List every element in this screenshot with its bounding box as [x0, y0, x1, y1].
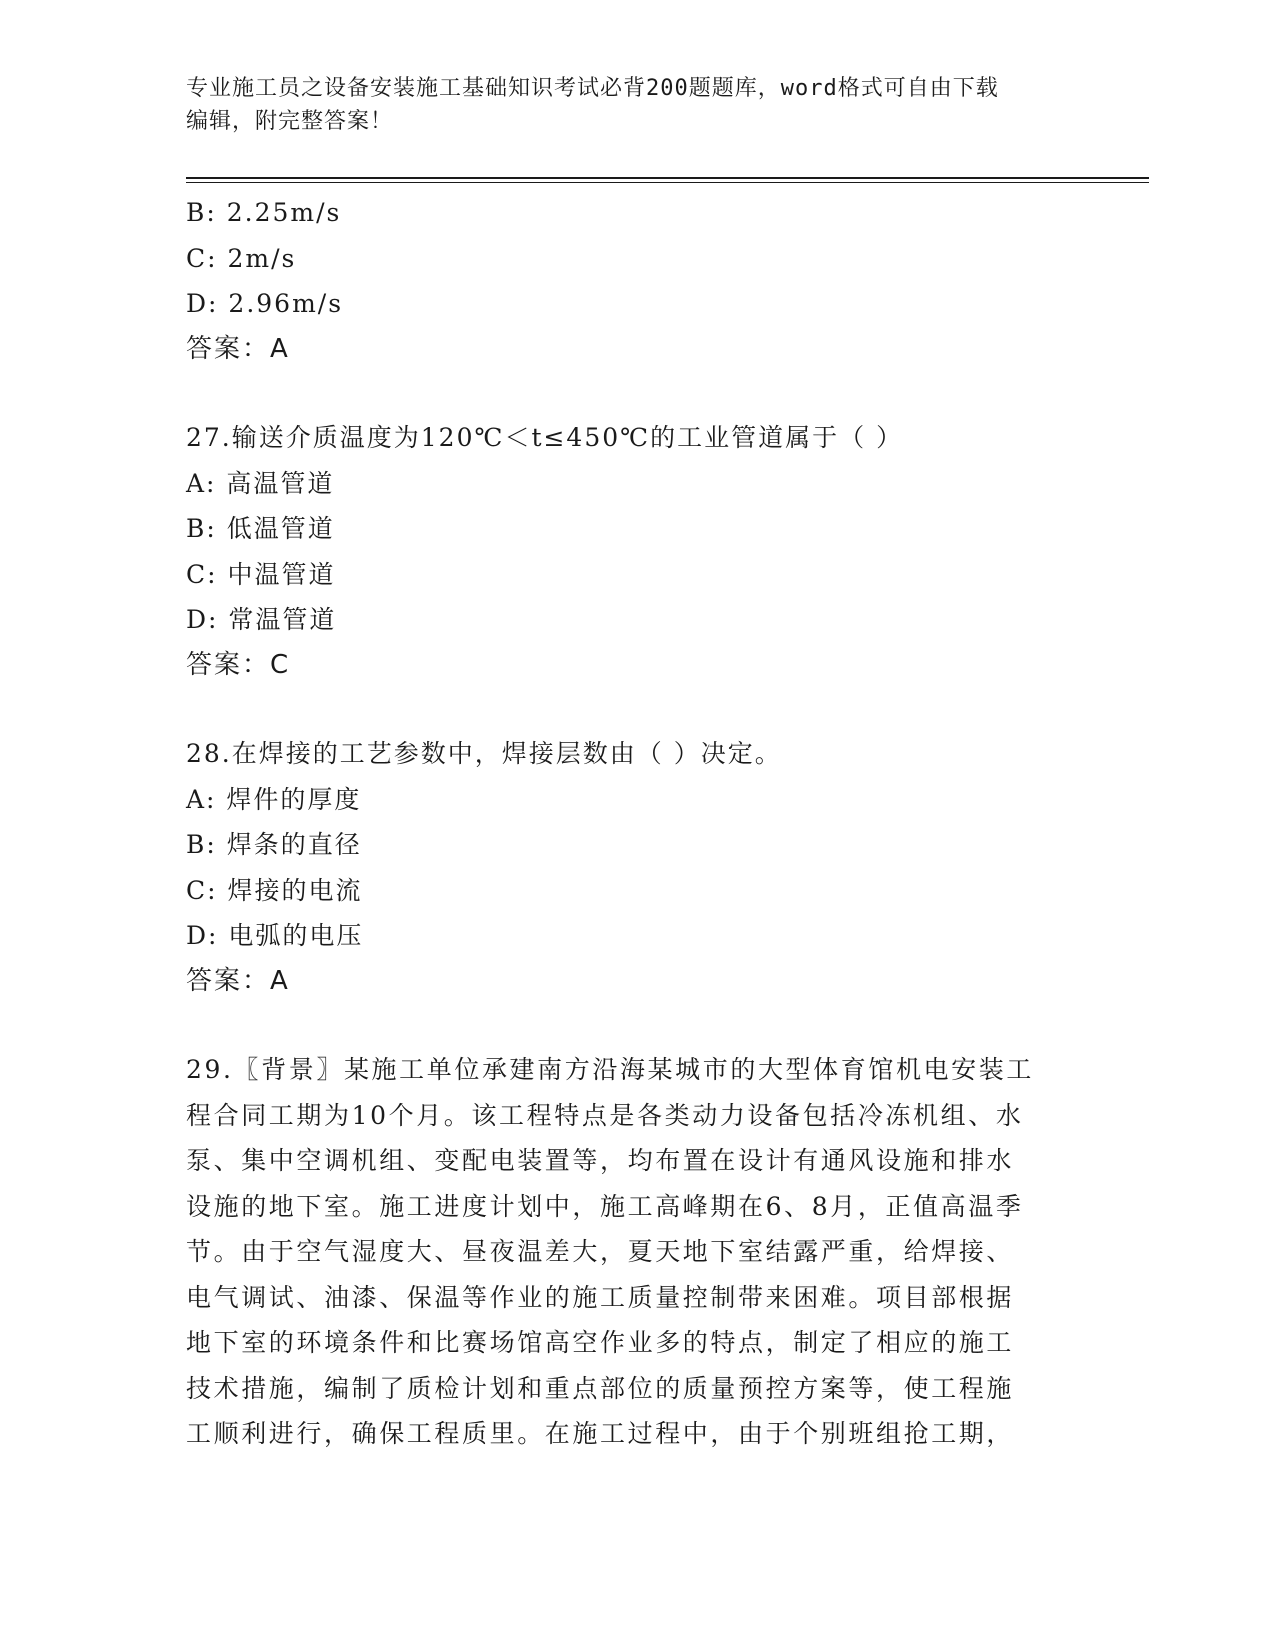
question-26-block: [186, 190, 1076, 372]
question-29-line-6: 电气调试、油漆、保温等作业的施工质量控制带来困难。项目部根据: [186, 1282, 1015, 1312]
document-body: [186, 190, 1076, 1457]
answer-line: 答案：A: [186, 965, 290, 996]
answer-line: 答案：A: [186, 333, 290, 364]
question-29-line-7: 地下室的环境条件和比赛场馆高空作业多的特点，制定了相应的施工: [186, 1328, 1015, 1357]
option-b: B: 低温管道: [186, 514, 335, 543]
question-27-block: [186, 415, 1076, 688]
spacer: [186, 1004, 1076, 1047]
question-29-line-1: 29.〖背景〗某施工单位承建南方沿海某城市的大型体育馆机电安装工: [186, 1055, 1034, 1084]
header-divider-thick: [186, 177, 1149, 179]
option-b: B: 焊条的直径: [186, 830, 362, 859]
question-text: 27.输送介质温度为120℃＜t≤450℃的工业管道属于（ ）: [186, 423, 904, 452]
document-header: [186, 72, 1066, 138]
header-divider-thin: [186, 182, 1149, 183]
question-29-line-3: 泵、集中空调机组、变配电装置等，均布置在设计有通风设施和排水: [186, 1146, 1015, 1175]
option-c: C: 中温管道: [186, 559, 336, 589]
question-29-line-8: 技术措施，编制了质检计划和重点部位的质量预控方案等，使工程施: [186, 1373, 1015, 1403]
option-a: A: 高温管道: [186, 468, 335, 498]
option-d: D: 电弧的电压: [186, 921, 364, 950]
question-29-line-5: 节。由于空气湿度大、昼夜温差大，夏天地下室结露严重，给焊接、: [186, 1237, 1015, 1266]
option-c: C: 2m/s: [186, 243, 297, 273]
spacer: [186, 372, 1076, 415]
spacer: [186, 688, 1076, 731]
answer-line: 答案：C: [186, 649, 291, 680]
option-b: B: 2.25m/s: [186, 198, 342, 227]
header-title-line-2: 编辑，附完整答案！: [186, 109, 394, 134]
question-29-line-9: 工顺利进行，确保工程质里。在施工过程中，由于个别班组抢工期，: [186, 1419, 1015, 1448]
option-d: D: 常温管道: [186, 605, 337, 634]
option-c: C: 焊接的电流: [186, 875, 363, 905]
header-title-line-1: 专业施工员之设备安装施工基础知识考试必背200题题库，word格式可自由下载: [186, 76, 999, 101]
question-29-line-4: 设施的地下室。施工进度计划中，施工高峰期在6、8月，正值高温季: [186, 1191, 1024, 1221]
question-text: 28.在焊接的工艺参数中，焊接层数由（ ）决定。: [186, 739, 782, 768]
option-d: D: 2.96m/s: [186, 289, 344, 318]
question-29-block: [186, 1047, 1076, 1457]
option-a: A: 焊件的厚度: [186, 784, 362, 814]
question-29-line-2: 程合同工期为10个月。该工程特点是各类动力设备包括冷冻机组、水: [186, 1100, 1024, 1130]
question-28-block: [186, 731, 1076, 1004]
